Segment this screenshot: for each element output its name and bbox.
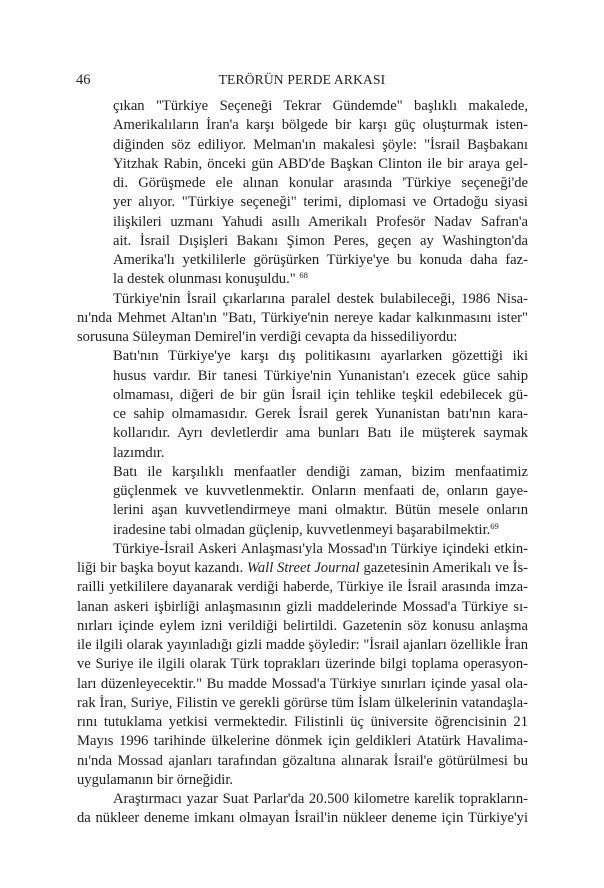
text-line xyxy=(113,521,528,540)
text-line: nı'nda Mehmet Altan'ın "Batı, Türkiye'nin nereye kadar kalkınmasını ister" xyxy=(77,309,528,326)
text-line: kollarıdır. Ayrı devletlerdir ama bunları Batı ile müşterek saymak xyxy=(113,425,528,442)
text-line xyxy=(113,270,528,289)
text-line: nırları içinde eylem izni verildiği belirtildi. Gazetenin söz konusu anlaşma xyxy=(77,617,528,634)
text-line: ile ilgili olarak yayınladığı gizli madde şöyledir: "İsrail ajanları özellikle İran xyxy=(77,637,528,653)
text-line: ları düzenleyecektir." Bu madde Mossad'a Türkiye sınırları içinde yasal ola- xyxy=(77,675,528,692)
text-line: Mayıs 1996 tarihinde ülkelerine dönmek için geldikleri Atatürk Havalima- xyxy=(77,733,528,750)
text-fragment: liği bir başka boyut kazandı. xyxy=(77,560,248,576)
text-line: rak İran, Suriye, Filistin ve gerekli görürse tüm İslam ülkelerinin vatandaşla- xyxy=(77,694,528,711)
quoted-passage-demirel-1 xyxy=(113,347,528,463)
text-line: Amerikalıların İran'a karşı bölgede bir karşı güç oluşturmak isten- xyxy=(113,117,528,134)
text-line: güçlenmek ve kuvvetlenmektir. Onların menfaati de, onların gaye- xyxy=(113,483,528,499)
text-fragment: gazetesinin Amerikalı ve İs- xyxy=(359,560,528,576)
text-line: Batı ile karşılıklı menfaatler dendiği zaman, bizim menfaatimiz xyxy=(113,463,528,480)
text-line: Araştırmacı yazar Suat Parlar'da 20.500 kilometre karelik toprakların- xyxy=(113,791,528,807)
running-title: TERÖRÜN PERDE ARKASI xyxy=(218,72,386,87)
text-line: da nükleer deneme imkanı olmayan İsrail'in nükleer deneme için Türkiye'yi xyxy=(77,810,528,827)
text-line: ilişkileri uzmanı Yahudi asıllı Amerikalı Profesör Nadav Safran'a xyxy=(113,213,528,230)
text-line: Batı'nın Türkiye'ye karşı dış politikasını ayarlarken gözettiği iki xyxy=(113,348,528,365)
text-line: rını tutuklama yetkisi vermektedir. Filistinli üç üniversite öğrencisinin 21 xyxy=(77,714,528,730)
paragraph-mossad-agreement xyxy=(77,540,528,790)
text-fragment: iradesine tabi olmadan güçlenip, kuvvetlenmeyi başarabilmektir. xyxy=(113,521,491,538)
text-fragment: la destek olunması konuşuldu." xyxy=(113,271,300,288)
text-line: ce sahip olmamasıdır. Gerek İsrail gerek Yunanistan batı'nın kara- xyxy=(113,406,528,422)
text-line: lanan askeri işbirliği anlaşmasının gizli maddelerinde Mossad'a Türkiye sı- xyxy=(77,598,528,615)
footnote-ref-68[interactable]: 68 xyxy=(299,270,308,281)
page-body xyxy=(77,97,528,829)
paragraph-demirel-intro xyxy=(77,290,528,348)
text-line: nı'nda Mossad ajanları tarafından gözaltına alınarak İsrail'e götürülmesi bu xyxy=(77,752,528,769)
text-line: di. Görüşmede ele alınan konular arasında 'Türkiye seçeneği'de xyxy=(113,175,528,191)
text-line: Yitzhak Rabin, önceki gün ABD'de Başkan Clinton ile bir araya gel- xyxy=(113,155,528,172)
text-line: lazımdır. xyxy=(113,444,165,461)
quoted-passage-demirel-2 xyxy=(113,463,528,540)
text-line: ve Suriye ile ilgili olarak Türk toprakları üzerinde bilgi toplama operasyon- xyxy=(77,656,528,673)
quoted-passage-melman xyxy=(113,97,528,290)
text-line: ait. İsrail Dışişleri Bakanı Şimon Peres, geçen ay Washington'da xyxy=(113,232,528,249)
text-line: lerini aşan kuvvetlendirmeye mani olmaktır. Bütün mesele onların xyxy=(113,502,528,519)
text-line: yer alıyor. "Türkiye seçeneği" terimi, diplomasi ve Ortadoğu siyasi xyxy=(113,194,528,211)
text-line: Türkiye-İsrail Askeri Anlaşması'yla Mossad'ın Türkiye içindeki etkin- xyxy=(113,540,528,557)
text-line: husus vardır. Bir tanesi Türkiye'nin Yunanistan'ı ezecek güce sahip xyxy=(113,367,528,384)
publication-title: Wall Street Journal xyxy=(247,560,360,576)
page-number: 46 xyxy=(76,72,91,88)
text-line: olmaması, diğeri de bir gün İsrail için tehlike teşkil edebilecek gü- xyxy=(113,386,528,403)
text-line: railli yetkililere dayanarak verdiği haberde, Türkiye ile İsrail arasında imza- xyxy=(77,579,528,596)
text-line xyxy=(77,559,528,578)
footnote-ref-69[interactable]: 69 xyxy=(490,520,499,531)
text-line: Türkiye'nin İsrail çıkarlarına paralel destek bulabileceği, 1986 Nisa- xyxy=(113,290,528,307)
text-line: uygulamanın bir örneğidir. xyxy=(77,771,234,788)
text-line: çıkan "Türkiye Seçeneği Tekrar Gündemde" başlıklı makalede, xyxy=(113,98,528,114)
text-line: sorusuna Süleyman Demirel'in verdiği cevapta da hissediliyordu: xyxy=(77,329,458,345)
paragraph-parlar xyxy=(77,790,528,829)
text-line: diğinden söz ediliyor. Melman'ın makalesi şöyle: "İsrail Başbakanı xyxy=(113,136,528,153)
text-line: Amerika'lı yetkililerle görüşürken Türkiye'ye bu konuda daha faz- xyxy=(113,252,528,268)
